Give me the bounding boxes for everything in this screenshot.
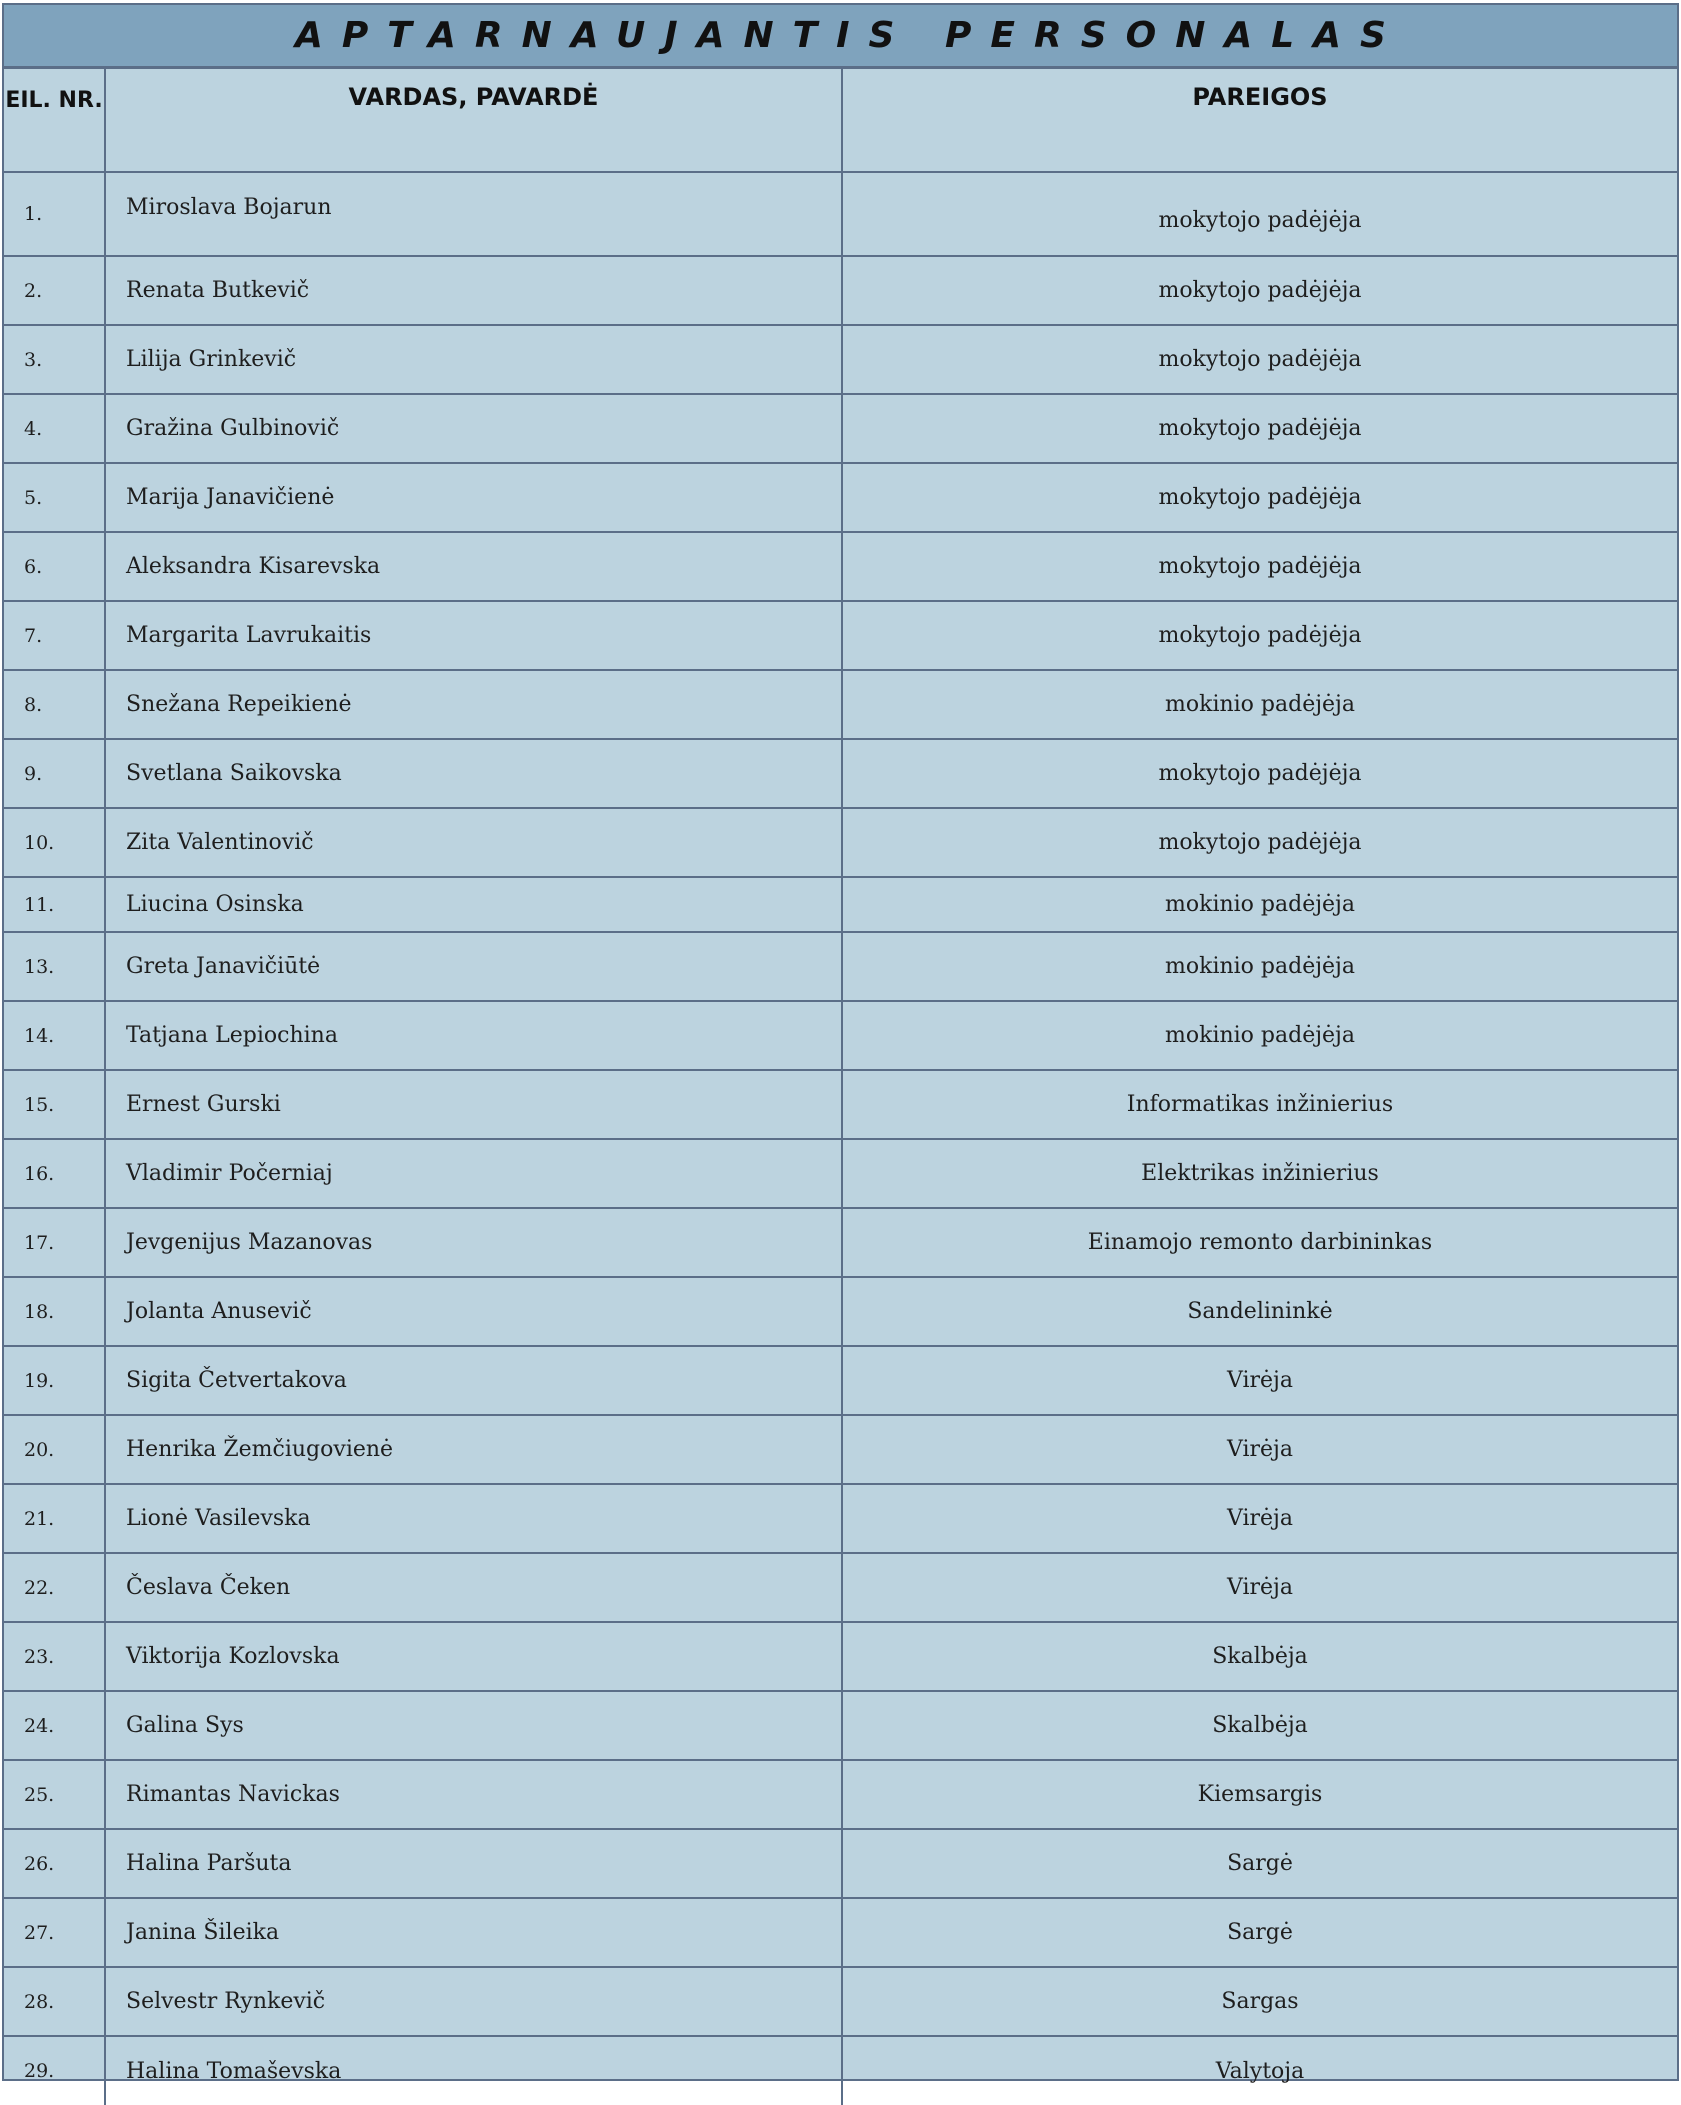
staff-duty: Informatikas inžinierius [842,1070,1677,1139]
table-row [4,1829,1677,1898]
table-row [4,1415,1677,1484]
staff-name: Viktorija Kozlovska [105,1622,842,1691]
staff-name: Aleksandra Kisarevska [105,532,842,601]
staff-duty: Valytoja [842,2036,1677,2105]
document-title: APTARNAUJANTIS PERSONALAS [4,5,1677,69]
staff-duty: mokytojo padėjėja [842,256,1677,325]
row-number: 20. [4,1415,105,1484]
row-number: 10. [4,808,105,877]
staff-duty: Skalbėja [842,1691,1677,1760]
staff-name: Snežana Repeikienė [105,670,842,739]
staff-duty: mokinio padėjėja [842,670,1677,739]
staff-name: Lionė Vasilevska [105,1484,842,1553]
column-header-name: VARDAS, PAVARDĖ [105,69,842,172]
table-row [4,670,1677,739]
staff-name: Ernest Gurski [105,1070,842,1139]
staff-name: Rimantas Navickas [105,1760,842,1829]
staff-duty: mokytojo padėjėja [842,463,1677,532]
row-number: 4. [4,394,105,463]
staff-duty: mokytojo padėjėja [842,532,1677,601]
row-number: 22. [4,1553,105,1622]
table-row [4,463,1677,532]
table-row [4,808,1677,877]
row-number: 26. [4,1829,105,1898]
staff-name: Miroslava Bojarun [105,172,842,256]
table-header-row [4,69,1677,172]
row-number: 24. [4,1691,105,1760]
staff-name: Margarita Lavrukaitis [105,601,842,670]
row-number: 6. [4,532,105,601]
staff-duty: mokytojo padėjėja [842,394,1677,463]
staff-duty: mokinio padėjėja [842,1001,1677,1070]
row-number: 1. [4,172,105,256]
staff-name: Greta Janavičiūtė [105,932,842,1001]
table-row [4,1622,1677,1691]
staff-name: Renata Butkevič [105,256,842,325]
staff-name: Halina Tomaševska [105,2036,842,2105]
table-row [4,601,1677,670]
table-row [4,1139,1677,1208]
table-row [4,1691,1677,1760]
staff-table-body [4,172,1677,2105]
row-number: 11. [4,877,105,932]
row-number: 14. [4,1001,105,1070]
table-row [4,325,1677,394]
staff-name: Jevgenijus Mazanovas [105,1208,842,1277]
table-row [4,2036,1677,2105]
staff-duty: Elektrikas inžinierius [842,1139,1677,1208]
staff-name: Janina Šileika [105,1898,842,1967]
row-number: 7. [4,601,105,670]
staff-name: Gražina Gulbinovič [105,394,842,463]
table-row [4,1967,1677,2036]
staff-table [4,69,1677,2105]
table-row [4,877,1677,932]
row-number: 21. [4,1484,105,1553]
staff-duty: Sandelininkė [842,1277,1677,1346]
staff-list-document [2,3,1679,2084]
staff-name: Marija Janavičienė [105,463,842,532]
staff-duty: Virėja [842,1415,1677,1484]
column-header-nr: EIL. NR. [4,69,105,172]
staff-duty: mokytojo padėjėja [842,325,1677,394]
staff-name: Liucina Osinska [105,877,842,932]
table-row [4,1898,1677,1967]
staff-duty: Sargė [842,1829,1677,1898]
staff-name: Galina Sys [105,1691,842,1760]
table-row [4,1277,1677,1346]
staff-name: Sigita Četvertakova [105,1346,842,1415]
table-row [4,1001,1677,1070]
staff-duty: Einamojo remonto darbininkas [842,1208,1677,1277]
staff-duty: mokinio padėjėja [842,877,1677,932]
row-number: 27. [4,1898,105,1967]
row-number: 3. [4,325,105,394]
staff-name: Selvestr Rynkevič [105,1967,842,2036]
table-row [4,256,1677,325]
row-number: 2. [4,256,105,325]
table-row [4,532,1677,601]
row-number: 19. [4,1346,105,1415]
staff-duty: mokytojo padėjėja [842,601,1677,670]
table-row [4,1070,1677,1139]
staff-name: Česlava Čeken [105,1553,842,1622]
row-number: 29. [4,2036,105,2105]
row-number: 17. [4,1208,105,1277]
staff-name: Halina Paršuta [105,1829,842,1898]
table-row [4,1208,1677,1277]
staff-duty: Virėja [842,1484,1677,1553]
row-number: 13. [4,932,105,1001]
staff-duty: Sargas [842,1967,1677,2036]
staff-name: Zita Valentinovič [105,808,842,877]
staff-duty: mokytojo padėjėja [842,808,1677,877]
table-row [4,1553,1677,1622]
staff-duty: Kiemsargis [842,1760,1677,1829]
staff-name: Jolanta Anusevič [105,1277,842,1346]
table-row [4,1346,1677,1415]
row-number: 18. [4,1277,105,1346]
column-header-duty: PAREIGOS [842,69,1677,172]
staff-duty: mokytojo padėjėja [842,172,1677,256]
table-row [4,1484,1677,1553]
staff-duty: Virėja [842,1553,1677,1622]
table-row [4,172,1677,256]
row-number: 25. [4,1760,105,1829]
staff-duty: Skalbėja [842,1622,1677,1691]
table-row [4,739,1677,808]
staff-duty: Sargė [842,1898,1677,1967]
staff-name: Tatjana Lepiochina [105,1001,842,1070]
staff-duty: mokytojo padėjėja [842,739,1677,808]
table-row [4,394,1677,463]
row-number: 8. [4,670,105,739]
table-row [4,932,1677,1001]
table-row [4,1760,1677,1829]
staff-duty: Virėja [842,1346,1677,1415]
staff-name: Svetlana Saikovska [105,739,842,808]
row-number: 5. [4,463,105,532]
row-number: 28. [4,1967,105,2036]
row-number: 23. [4,1622,105,1691]
row-number: 15. [4,1070,105,1139]
staff-name: Vladimir Počerniaj [105,1139,842,1208]
staff-name: Henrika Žemčiugovienė [105,1415,842,1484]
staff-name: Lilija Grinkevič [105,325,842,394]
staff-duty: mokinio padėjėja [842,932,1677,1001]
row-number: 9. [4,739,105,808]
row-number: 16. [4,1139,105,1208]
